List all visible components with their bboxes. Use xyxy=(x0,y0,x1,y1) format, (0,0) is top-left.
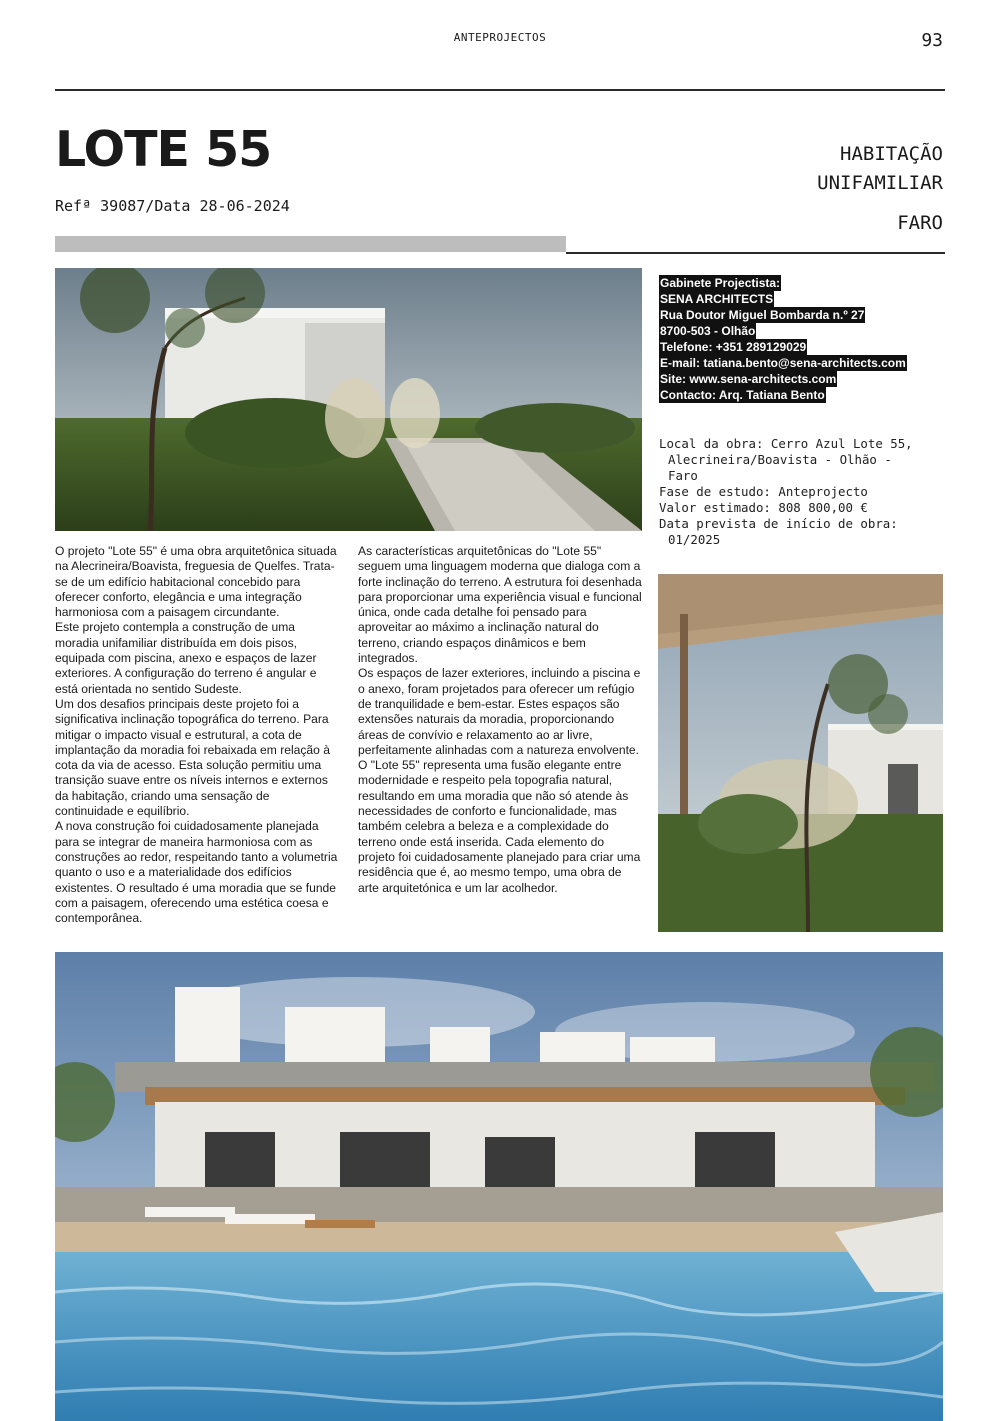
section-label: ANTEPROJECTOS xyxy=(453,31,547,44)
detail-data-line2: 01/2025 xyxy=(668,532,721,547)
contact-website: Site: www.sena-architects.com xyxy=(660,372,837,386)
body-paragraph: O projeto "Lote 55" é uma obra arquitetônica situada na Alecrineira/Boavista, freguesia de Quelfes. Trata-se de um edifício habitacional concebido para oferecer conforto, elegância e uma integração harmoniosa com a paisagem circundante. xyxy=(55,544,337,620)
detail-local-line2: Alecrineira/Boavista - Olhão - xyxy=(668,452,892,467)
detail-local-line3: Faro xyxy=(668,468,698,483)
body-column-2 xyxy=(358,544,643,896)
detail-data-line1: Data prevista de início de obra: xyxy=(659,516,898,531)
pool-render-illustration xyxy=(55,952,943,1421)
body-paragraph: Os espaços de lazer exteriores, incluindo a piscina e o anexo, foram projetados para oferecer um refúgio de tranquilidade e bem-estar. Estes espaços são extensões naturais da moradia, proporcionando áreas de convívio e relaxamento ao ar livre, perfeitamente alinhadas com a natureza envolvente. xyxy=(358,666,641,757)
contact-email: E-mail: tatiana.bento@sena-architects.com xyxy=(660,356,906,370)
body-paragraph: O "Lote 55" representa uma fusão elegante entre modernidade e respeito pela topografia natural, resultando em uma moradia que não só atende às necessidades de conforto e funcionalidade, mas também celebra a beleza e a complexidade do terreno onde está inserida. Cada elemento do projeto foi cuidadosamente planejado para criar uma residência que é, ao mesmo tempo, uma obra de arte arquitetónica e um lar acolhedor. xyxy=(358,758,641,895)
page-number: 93 xyxy=(921,30,943,51)
contact-phone: Telefone: +351 289129029 xyxy=(660,340,807,354)
body-paragraph: As características arquitetônicas do "Lote 55" seguem uma linguagem moderna que dialoga com a forte inclinação do terreno. A estrutura foi desenhada para proporcionar uma experiência visual e funcional única, onde cada detalhe foi pensado para aproveitar ao máximo a inclinação natural do terreno, criando espaços dinâmicos e bem integrados. xyxy=(358,544,642,666)
project-type xyxy=(683,140,943,198)
title-divider xyxy=(566,252,945,254)
contact-person: Contacto: Arq. Tatiana Bento xyxy=(660,388,825,402)
pergola-render-illustration xyxy=(658,574,943,932)
garden-render-image xyxy=(55,268,642,531)
contact-address: Rua Doutor Miguel Bombarda n.º 27 xyxy=(660,308,865,322)
project-type-line2: UNIFAMILIAR xyxy=(817,172,943,194)
detail-fase: Fase de estudo: Anteprojecto xyxy=(659,484,868,499)
project-type-line1: HABITAÇÃO xyxy=(840,143,943,165)
project-details xyxy=(659,436,949,548)
detail-valor: Valor estimado: 808 800,00 € xyxy=(659,500,868,515)
body-paragraph: Um dos desafios principais deste projeto foi a significativa inclinação topográfica do terreno. Para mitigar o impacto visual e estrutural, a cota de implantação da moradia foi rebaixada em relação à cota da via de acesso. Esta solução permitiu uma transição suave entre os níveis internos e externos da habitação, criando uma sensação de continuidade e equilíbrio. xyxy=(55,696,330,819)
reference-date: Refª 39087/Data 28-06-2024 xyxy=(55,197,290,215)
garden-render-illustration xyxy=(55,268,642,531)
contact-block xyxy=(659,275,907,403)
pool-render-image xyxy=(55,952,943,1421)
contact-postcode: 8700-503 - Olhão xyxy=(660,324,756,338)
body-paragraph: Este projeto contempla a construção de uma moradia unifamiliar distribuída em dois pisos, equipada com piscina, anexo e espaços de lazer exteriores. A configuração do terreno é angular e está orientada no sentido Sudeste. xyxy=(55,620,317,696)
top-divider xyxy=(55,89,945,91)
detail-local-line1: Local da obra: Cerro Azul Lote 55, xyxy=(659,436,913,451)
contact-office-label: Gabinete Projectista: xyxy=(660,276,781,290)
body-column-1 xyxy=(55,544,340,926)
gray-accent-bar xyxy=(55,236,566,252)
pergola-render-image xyxy=(658,574,943,932)
body-paragraph: A nova construção foi cuidadosamente planejada para se integrar de maneira harmoniosa com as construções ao redor, respeitando tanto a volumetria quanto o uso e a materialidade dos edifícios existentes. O resultado é uma moradia que se funde com a paisagem, oferecendo uma estética coesa e contemporânea. xyxy=(55,819,338,926)
contact-office-name: SENA ARCHITECTS xyxy=(660,292,774,306)
project-location: FARO xyxy=(897,212,943,234)
page-title: LOTE 55 xyxy=(55,121,272,178)
